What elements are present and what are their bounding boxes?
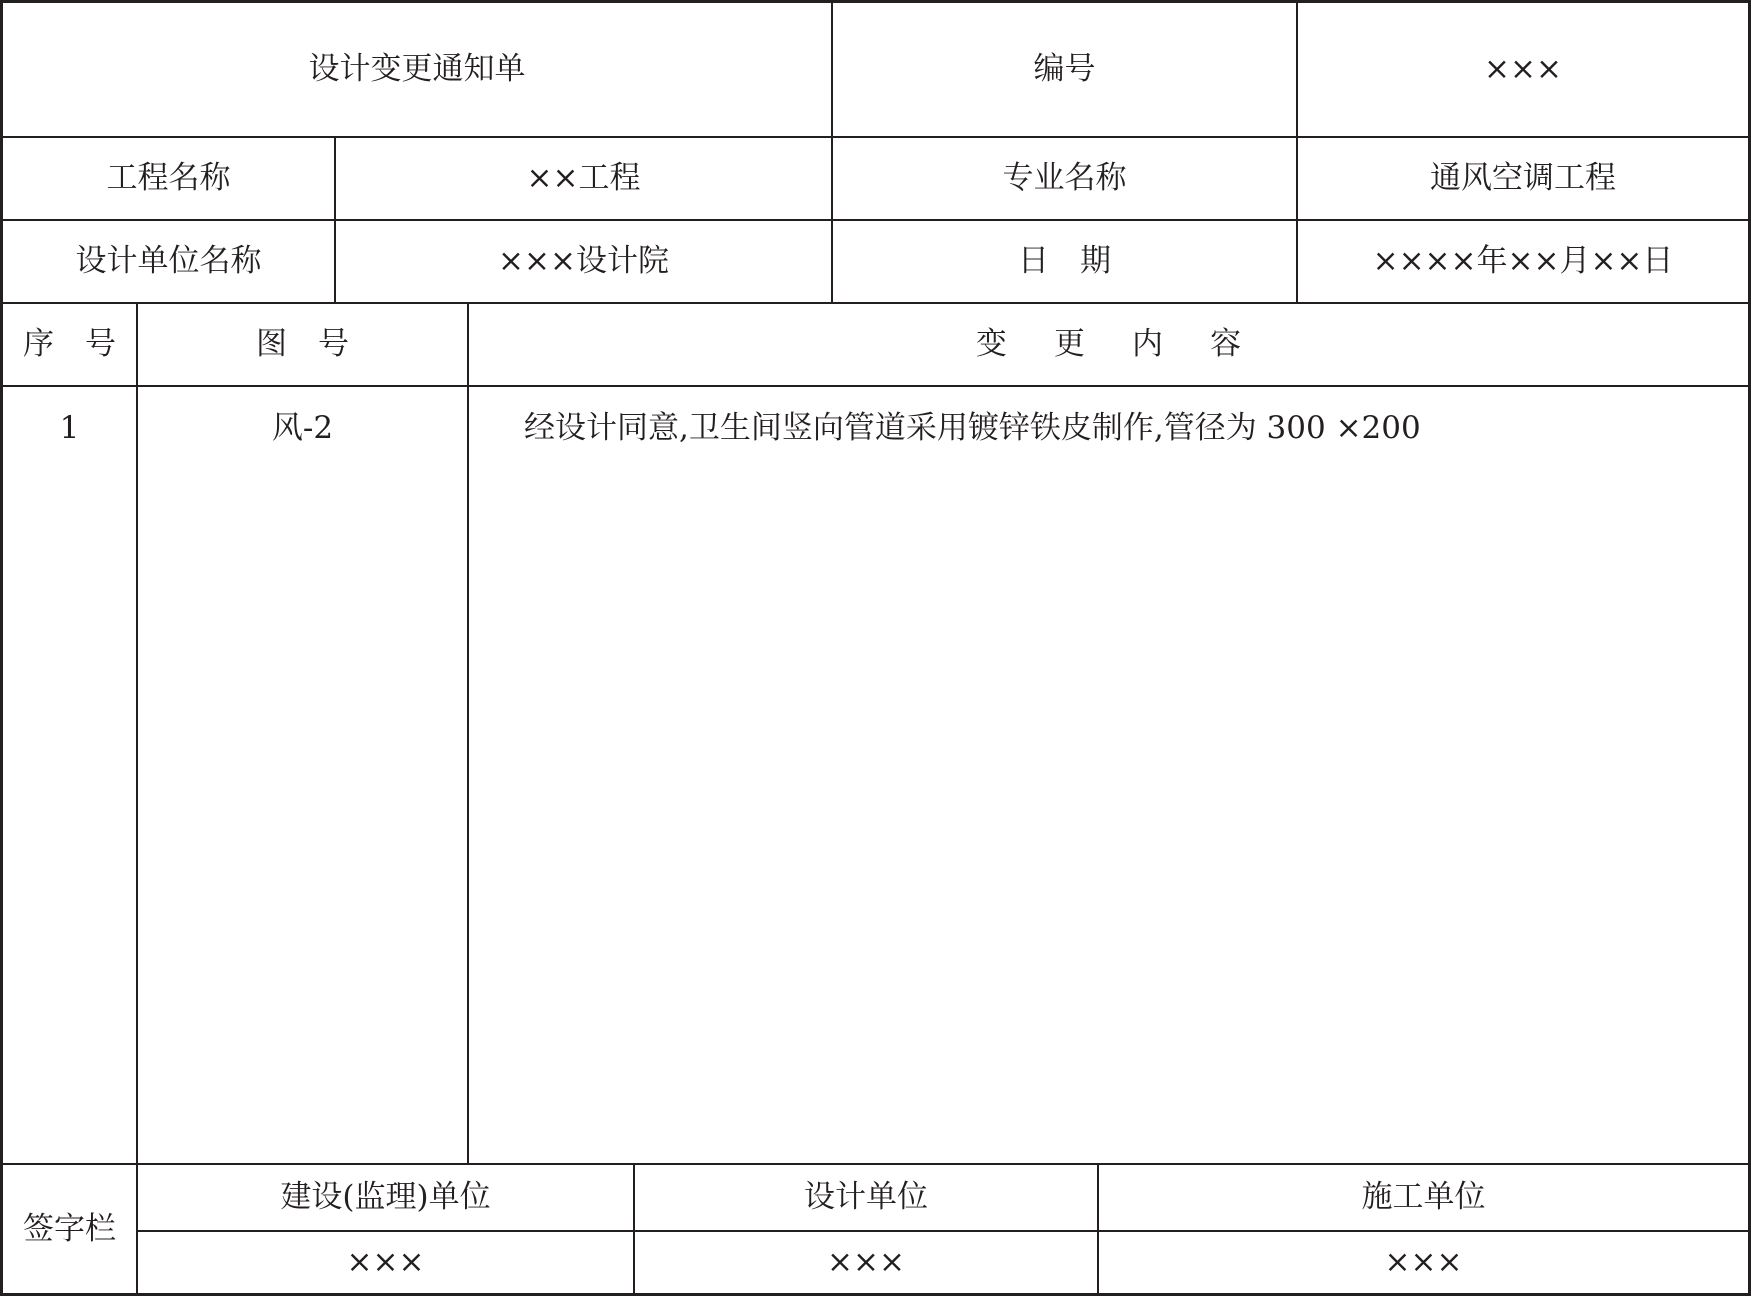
change-content: 经设计同意,卫生间竖向管道采用镀锌铁皮制作,管径为 300 ×200 [524, 410, 1421, 446]
signature-party-value: ××× [827, 1244, 905, 1280]
project-name-label: 工程名称 [106, 160, 231, 196]
change-drawing: 风-2 [271, 410, 334, 446]
signature-party-name: 建设(监理)单位 [280, 1179, 491, 1215]
content-header: 变 更 内 容 [975, 326, 1260, 362]
signature-party-value: ××× [346, 1244, 425, 1280]
change-seq: 1 [59, 410, 80, 446]
project-name-value: ××工程 [526, 160, 641, 196]
date-value: ××××年××月××日 [1372, 243, 1674, 279]
grid-line [467, 302, 469, 1163]
design-unit-value: ×××设计院 [498, 243, 669, 279]
drawing-header: 图 号 [256, 326, 349, 362]
number-label: 编号 [1033, 51, 1096, 87]
number-value: ××× [1484, 51, 1562, 87]
form-title: 设计变更通知单 [308, 51, 526, 87]
discipline-value: 通风空调工程 [1430, 160, 1616, 196]
design-unit-label: 设计单位名称 [75, 243, 262, 279]
signature-party-name: 设计单位 [804, 1179, 928, 1215]
signature-party-value: ××× [1384, 1244, 1463, 1280]
discipline-label: 专业名称 [1002, 160, 1127, 196]
date-label: 日 期 [1018, 243, 1111, 279]
seq-header: 序 号 [23, 326, 116, 362]
signature-label: 签字栏 [23, 1210, 116, 1247]
signature-party-name: 施工单位 [1361, 1179, 1486, 1215]
